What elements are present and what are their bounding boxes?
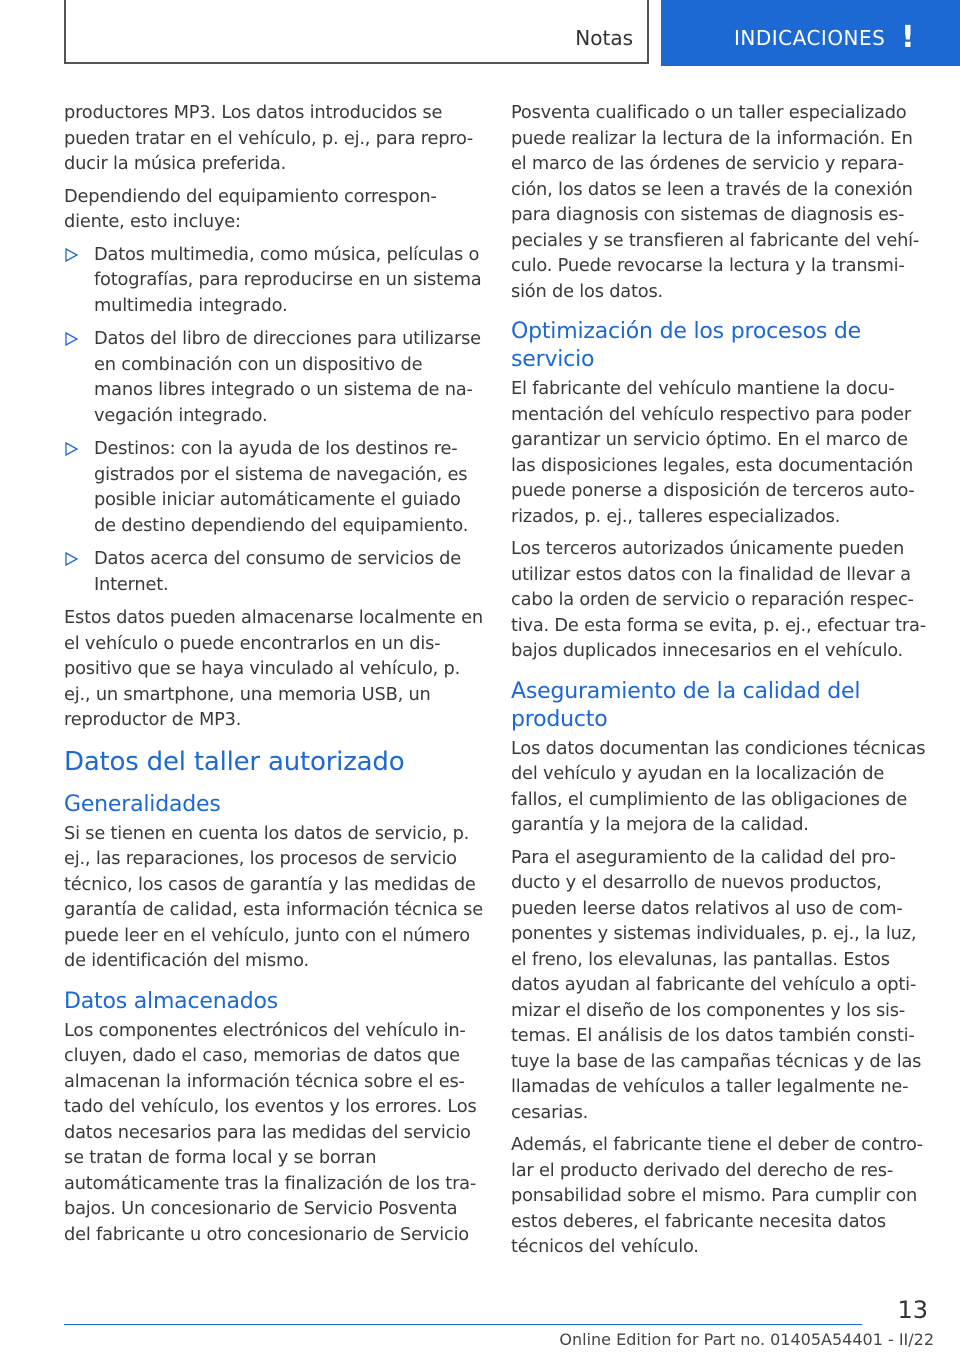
triangle-right-icon (64, 437, 79, 459)
page-number: 13 (897, 1296, 928, 1324)
subsection-heading: Optimización de los procesos de servicio (511, 319, 862, 372)
header-chapter-tab[interactable] (661, 0, 960, 66)
paragraph: Los terceros autorizados únicamente pueden utilizar estos datos con la finalidad de llevar a cabo la orden de servicio o reparación respectiva. De esta forma se evita, p. ej., efectuar trabajos duplicados innecesarios en el vehículo. (511, 538, 927, 661)
paragraph: Además, el fabricante tiene el deber de controlar el producto derivado del derecho de responsabilidad sobre el mismo. Para cumplir con estos deberes, el fabricante necesita datos técnicos del vehículo. (511, 1134, 924, 1257)
footer-divider (64, 1324, 862, 1325)
paragraph: productores MP3. Los datos introducidos se pueden tratar en el vehículo, p. ej., para reproducir la música preferida. (64, 102, 474, 174)
list-item-text: Destinos: con la ayuda de los destinos registrados por el sistema de navegación, es posible iniciar automáticamente el guiado de destino dependiendo del equipamiento. (94, 438, 469, 536)
footer-edition: Online Edition for Part no. 01405A54401 - II/22 (559, 1330, 934, 1349)
subsection-heading: Aseguramiento de la calidad del producto (511, 678, 861, 732)
header-chapter-title: INDICACIONES (734, 26, 886, 50)
list-item (64, 546, 484, 597)
list-item-text: Datos multimedia, como música, películas o fotografías, para reproducirse en un sistema multimedia integrado. (94, 243, 482, 316)
subsection-heading: Datos almacenados (64, 988, 279, 1014)
paragraph: Los datos documentan las condiciones técnicas del vehículo y ayudan en la localización de fallos, el cumplimiento de las obligaciones de garantía y la mejora de la calidad. (511, 737, 926, 835)
paragraph: Posventa cualificado o un taller especializado puede realizar la lectura de la información. En el marco de las órdenes de servicio y reparación, los datos se leen a través de la conexión para diagnosis con sistemas de diagnosis especiales y se transfieren al fabricante del vehículo. Puede revocarse la lectura y la transmisión de los datos. (511, 102, 920, 302)
section-heading: Datos del taller autorizado (64, 746, 405, 777)
left-column (64, 100, 484, 1254)
paragraph: Los componentes electrónicos del vehículo incluyen, dado el caso, memorias de datos que almacenan la información técnica sobre el estado del vehículo, los eventos y los errores. Los datos necesarios para las medidas del servicio se tratan de forma local y se borran automáticamente tras la finalización de los trabajos. Un concesionario de Servicio Posventa del fabricante u otro concesionario de Servicio (64, 1019, 477, 1245)
paragraph: Dependiendo del equipamiento correspondiente, esto incluye: (64, 185, 437, 232)
paragraph: Si se tienen en cuenta los datos de servicio, p. ej., las reparaciones, los procesos de servicio técnico, los casos de garantía y las medidas de garantía de calidad, esta información técnica se puede leer en el vehículo, junto con el número de identificación del mismo. (64, 822, 483, 971)
right-column (511, 100, 929, 1267)
paragraph: Para el aseguramiento de la calidad del producto y el desarrollo de nuevos productos, pueden leerse datos relativos al uso de componentes y sistemas individuales, p. ej., la luz, el freno, los elevalunas, las pantallas. Estos datos ayudan al fabricante del vehículo a optimizar el diseño de los componentes y los sistemas. El análisis de los datos también constituye la base de las campañas técnicas y de las llamadas de vehículos a taller legalmente necesarias. (511, 846, 922, 1123)
triangle-right-icon (64, 243, 79, 265)
list-item (64, 242, 484, 319)
header-section-title: Notas (575, 26, 633, 50)
bullet-list (64, 242, 484, 598)
header-section-box (64, 0, 649, 64)
exclamation-icon: ! (901, 20, 915, 55)
list-item-text: Datos acerca del consumo de servicios de Internet. (94, 548, 461, 595)
list-item (64, 326, 484, 428)
triangle-right-icon (64, 327, 79, 349)
list-item-text: Datos del libro de direcciones para utilizarse en combinación con un dispositivo de manos libres integrado o un sistema de navegación integrado. (94, 328, 481, 426)
subsection-heading: Generalidades (64, 791, 221, 817)
list-item (64, 436, 484, 538)
paragraph: Estos datos pueden almacenarse localmente en el vehículo o puede encontrarlos en un dispositivo que se haya vinculado al vehículo, p. ej., un smartphone, una memoria USB, un reproductor de MP3. (64, 607, 483, 730)
triangle-right-icon (64, 547, 79, 569)
paragraph: El fabricante del vehículo mantiene la documentación del vehículo respectivo para poder garantizar un servicio óptimo. En el marco de las disposiciones legales, esta documentación puede ponerse a disposición de terceros autorizados, p. ej., talleres especializados. (511, 378, 915, 527)
